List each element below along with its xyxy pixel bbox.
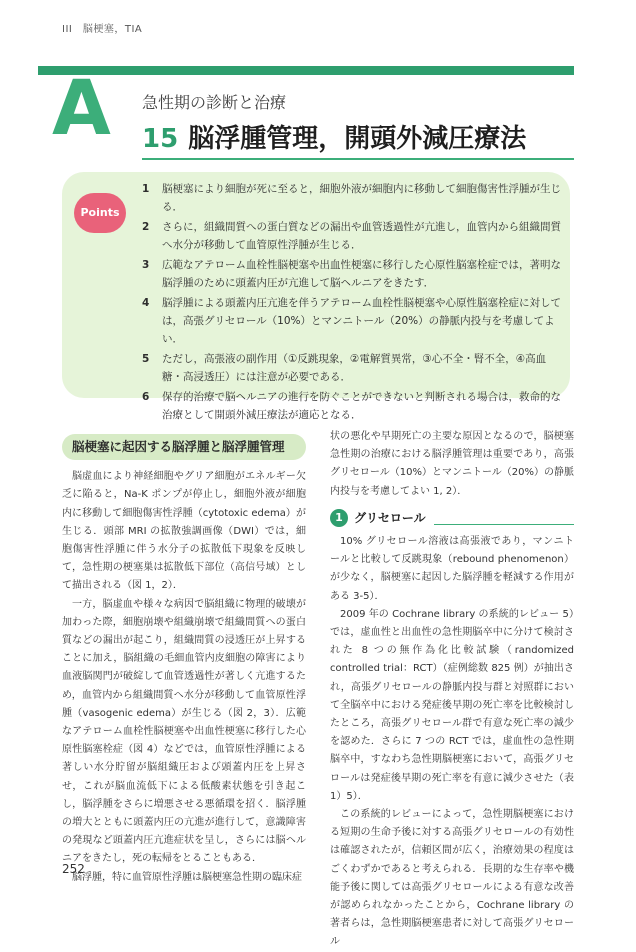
point-item	[142, 294, 562, 348]
body-paragraph: 10% グリセロール溶液は高張液であり，マンニトールと比較して反跳現象（rebound phenomenon）が少なく，脳梗塞に起因した脳浮腫を軽減する作用がある 3-5）．	[330, 536, 574, 602]
body-paragraph: 一方，脳虚血や様々な病因で脳組織に物理的破壊が加わった際，細胞崩壊や組織崩壊で組織間質への蛋白質などの漏出が起こり，組織間質の浸透圧が上昇することに加え，脳組織の毛細血管内皮細胞の障害により血液脳関門が破綻して血管透過性が著しく亢進するため，血管内から組織間質へ水分が移動して血管原性浮腫（vasogenic edema）が生じる（図 2，3）．広範なアテローム血栓性脳梗塞や出血性梗塞に移行した心原性脳塞栓症（図 4）などでは，血管原性浮腫による著しい水分貯留が脳組織圧および頭蓋内圧を上昇させ，これが脳血流低下による低酸素状態を引き起こし，脳浮腫をさらに増悪させる悪循環を招く．脳浮腫の増大とともに頭蓋内圧の亢進が進行して，意識障害の発現など頭蓋内圧亢進症状を呈し，さらには脳ヘルニアをきたし，死の転帰をとることもある．	[62, 598, 306, 865]
chapter-number: 15	[142, 124, 179, 154]
point-number: 1	[142, 183, 150, 195]
points-list	[142, 180, 562, 426]
point-item	[142, 350, 562, 386]
point-item	[142, 256, 562, 292]
title-rule	[142, 158, 574, 160]
point-item	[142, 388, 562, 424]
point-text: 脳梗塞により細胞が死に至ると，細胞外液が細胞内に移動して細胞傷害性浮腫が生じる．	[162, 183, 561, 213]
body-paragraph: 脳浮腫，特に血管原性浮腫は脳梗塞急性期の臨床症	[72, 871, 302, 883]
running-head: III 脳梗塞，TIA	[62, 24, 143, 35]
point-item	[142, 180, 562, 216]
point-number: 3	[142, 259, 150, 271]
point-item	[142, 218, 562, 254]
subheading-text: グリセロール	[354, 510, 426, 525]
left-column	[62, 434, 306, 887]
point-number: 4	[142, 297, 150, 309]
point-text: 保存的治療で脳ヘルニアの進行を防ぐことができないと判断される場合は，救命的な治療として開頭外減圧療法が適応となる．	[162, 391, 561, 421]
point-number: 6	[142, 391, 150, 403]
point-text: さらに，組織間質への蛋白質などの漏出や血管透過性が亢進し，血管内から組織間質へ水分が移動して血管原性浮腫が生じる．	[162, 221, 561, 251]
body-paragraph: 2009 年の Cochrane library の系統的レビュー 5）では，虚血性と出血性の急性期脳卒中に分けて検討された 8 つの無作為化比較試験（randomized controlled trial：RCT）（症例総数 825 例）が抽出され，高張グリセロールの静脈内投与群と対照群において全脳卒中における発症後早期の死亡率を比較検討したところ，高張グリセロール群で有意な死亡率の減少を認めた．さらに 7 つの RCT では，虚血性の急性期脳卒中，すなわち急性期脳梗塞において，高張グリセロールは発症後早期の死亡率を有意に減少させた（表 1）5）．	[330, 608, 574, 802]
body-paragraph: 脳虚血により神経細胞やグリア細胞がエネルギー欠乏に陥ると，Na-K ポンプが停止し，細胞外液が細胞内に移動して細胞傷害性浮腫（cytotoxic edema）が生じる．頭部 MRI の拡散強調画像（DWI）では，細胞傷害性浮腫に伴う水分子の拡散低下現象を反映して，急性期の梗塞巣は拡散低下部位（高信号域）として描出される（図 1，2）．	[62, 471, 306, 592]
page-number: 252	[62, 862, 85, 876]
chapter-title	[142, 118, 526, 155]
point-text: ただし，高張液の副作用（①反跳現象，②電解質異常，③心不全・腎不全，④高血糖・高浸透圧）には注意が必要である．	[162, 353, 547, 383]
subheading-rule	[434, 524, 574, 525]
points-badge: Points	[74, 193, 126, 233]
right-column	[330, 428, 574, 952]
section-letter: A	[52, 63, 111, 152]
section-heading: 脳梗塞に起因する脳浮腫と脳浮腫管理	[62, 434, 306, 460]
point-text: 広範なアテローム血栓性脳梗塞や出血性梗塞に移行した心原性脳塞栓症では，著明な脳浮腫のために頭蓋内圧が亢進して脳ヘルニアをきたす．	[162, 259, 561, 289]
section-top-bar	[38, 66, 574, 75]
subheading-glycerol	[330, 509, 574, 527]
point-number: 2	[142, 221, 150, 233]
subheading-number: 1	[330, 509, 348, 527]
chapter-title-text: 脳浮腫管理，開頭外減圧療法	[188, 124, 527, 154]
point-number: 5	[142, 353, 150, 365]
body-paragraph: 状の悪化や早期死亡の主要な原因となるので，脳梗塞急性期の治療における脳浮腫管理は重要であり，高張グリセロール（10%）とマンニトール（20%）の静脈内投与を考慮してよい 1, 2）．	[330, 431, 574, 497]
section-subtitle: 急性期の診断と治療	[142, 93, 287, 112]
point-text: 脳浮腫による頭蓋内圧亢進を伴うアテローム血栓性脳梗塞や心原性脳塞栓症に対しては，高張グリセロール（10%）とマンニトール（20%）の静脈内投与を考慮してよい．	[162, 297, 561, 345]
body-paragraph: この系統的レビューによって，急性期脳梗塞における短期の生命予後に対する高張グリセロールの有効性は確認されたが，信頼区間が広く，治療効果の程度はごくわずかであると考えられる．長期的な生存率や機能予後に関しては高張グリセロールによる有意な改善が認められなかったことから，Cochrane library の著者らは，急性期脳梗塞患者に対して高張グリセロール	[330, 809, 574, 948]
